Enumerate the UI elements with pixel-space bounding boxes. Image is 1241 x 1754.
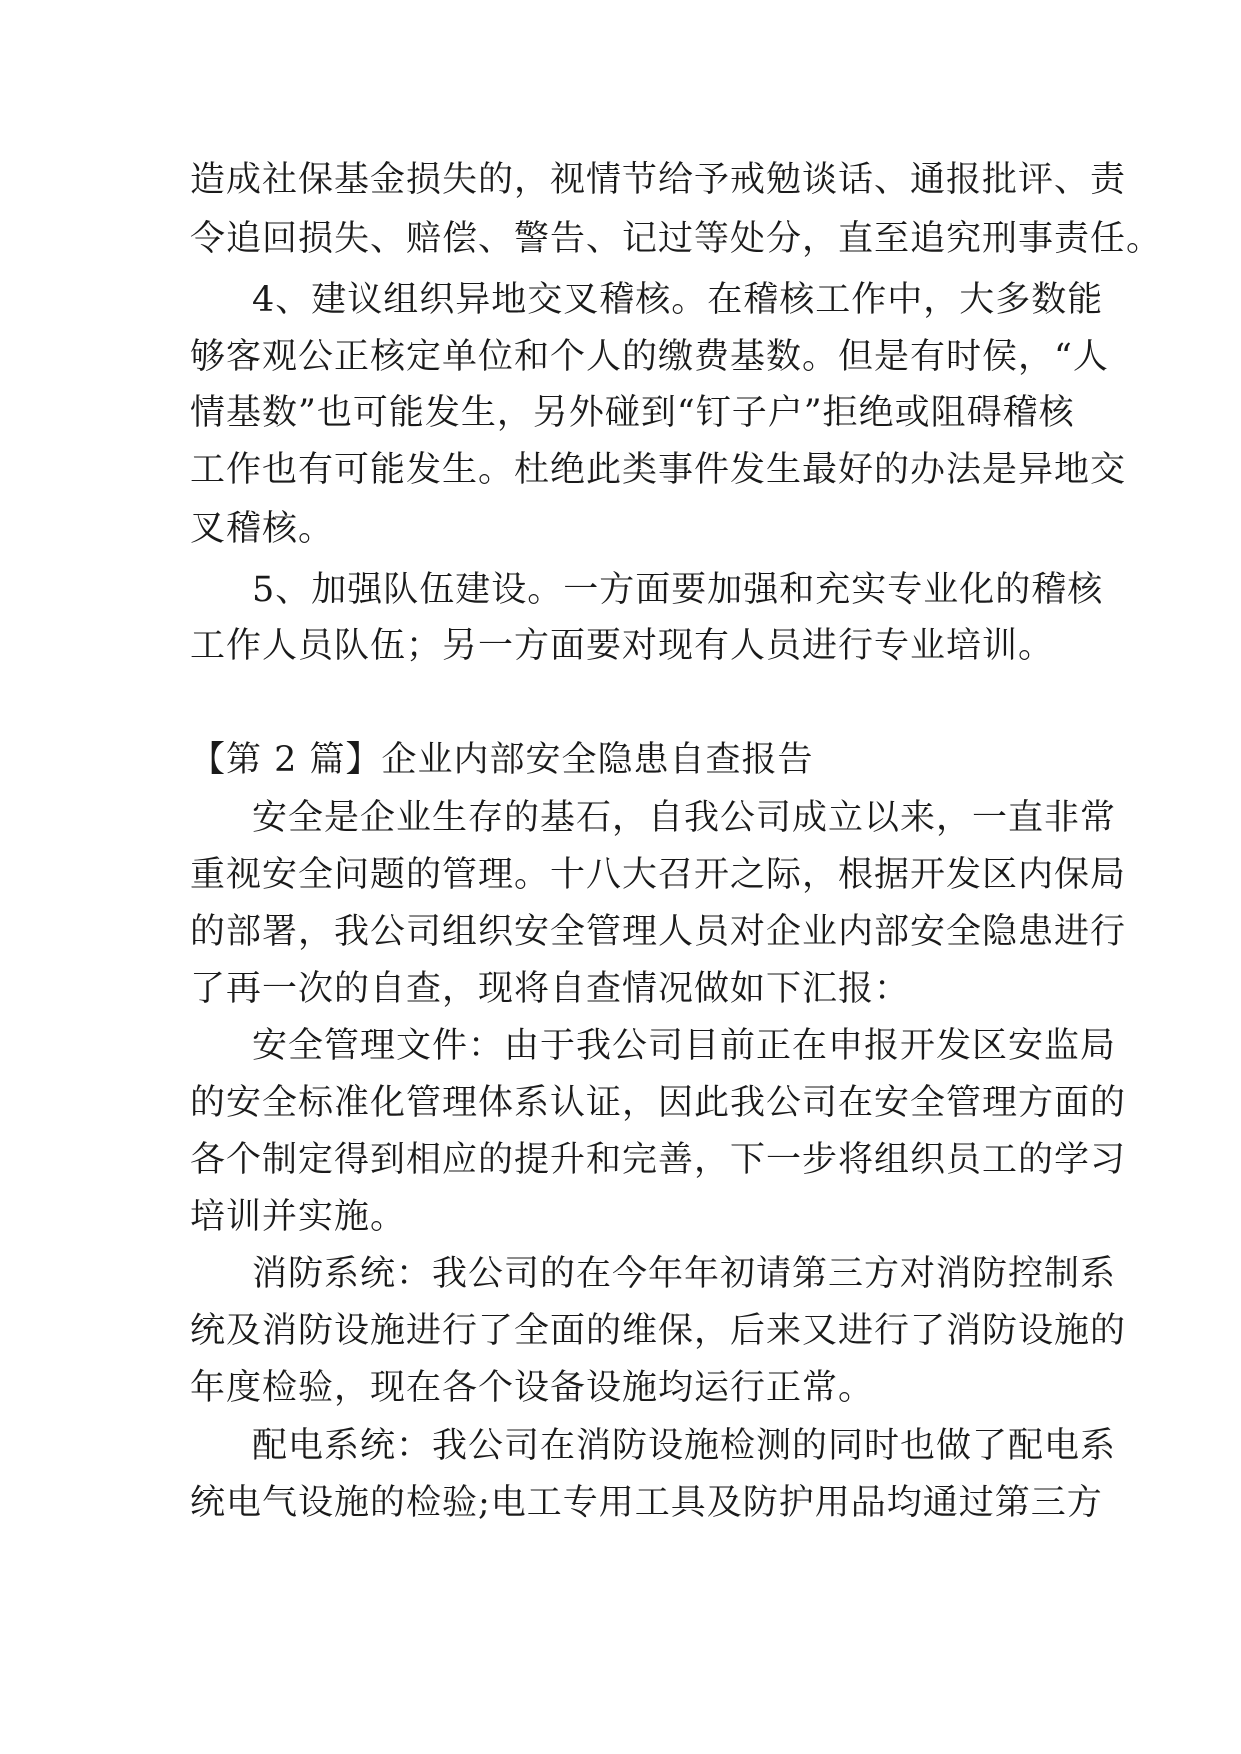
paragraph-line: 够客观公正核定单位和个人的缴费基数。但是有时侯，“人: [190, 337, 1109, 377]
paragraph-line: 培训并实施。: [190, 1197, 407, 1237]
paragraph-line: 安全管理文件：由于我公司目前正在申报开发区安监局: [252, 1026, 1117, 1066]
list-item-4: 4、建议组织异地交叉稽核。在稽核工作中，大多数能: [252, 280, 1104, 320]
paragraph-line: 情基数”也可能发生，另外碰到“钉子户”拒绝或阻碍稽核: [190, 393, 1075, 433]
paragraph-line: 安全是企业生存的基石，自我公司成立以来，一直非常: [252, 798, 1117, 838]
paragraph-line: 工作也有可能发生。杜绝此类事件发生最好的办法是异地交: [190, 450, 1127, 490]
paragraph-line: 的安全标准化管理体系认证，因此我公司在安全管理方面的: [190, 1083, 1127, 1123]
paragraph-line: 的部署，我公司组织安全管理人员对企业内部安全隐患进行: [190, 912, 1127, 952]
paragraph-line: 叉稽核。: [190, 509, 335, 549]
paragraph-line: 造成社保基金损失的，视情节给予戒勉谈话、通报批评、责: [190, 160, 1127, 200]
paragraph-line: 配电系统：我公司在消防设施检测的同时也做了配电系: [252, 1426, 1117, 1466]
list-item-5: 5、加强队伍建设。一方面要加强和充实专业化的稽核: [252, 570, 1104, 610]
paragraph-line: 工作人员队伍；另一方面要对现有人员进行专业培训。: [190, 626, 1055, 666]
paragraph-line: 各个制定得到相应的提升和完善，下一步将组织员工的学习: [190, 1140, 1127, 1180]
paragraph-line: 了再一次的自查，现将自查情况做如下汇报：: [190, 969, 911, 1009]
paragraph-line: 年度检验，现在各个设备设施均运行正常。: [190, 1368, 875, 1408]
paragraph-line: 统及消防设施进行了全面的维保，后来又进行了消防设施的: [190, 1311, 1127, 1351]
paragraph-line: 重视安全问题的管理。十八大召开之际，根据开发区内保局: [190, 855, 1127, 895]
paragraph-line: 令追回损失、赔偿、警告、记过等处分，直至追究刑事责任。: [190, 219, 1163, 259]
section-heading: 【第 2 篇】企业内部安全隐患自查报告: [190, 740, 814, 780]
paragraph-line: 统电气设施的检验;电工专用工具及防护用品均通过第三方: [190, 1483, 1103, 1523]
paragraph-line: 消防系统：我公司的在今年年初请第三方对消防控制系: [252, 1254, 1117, 1294]
